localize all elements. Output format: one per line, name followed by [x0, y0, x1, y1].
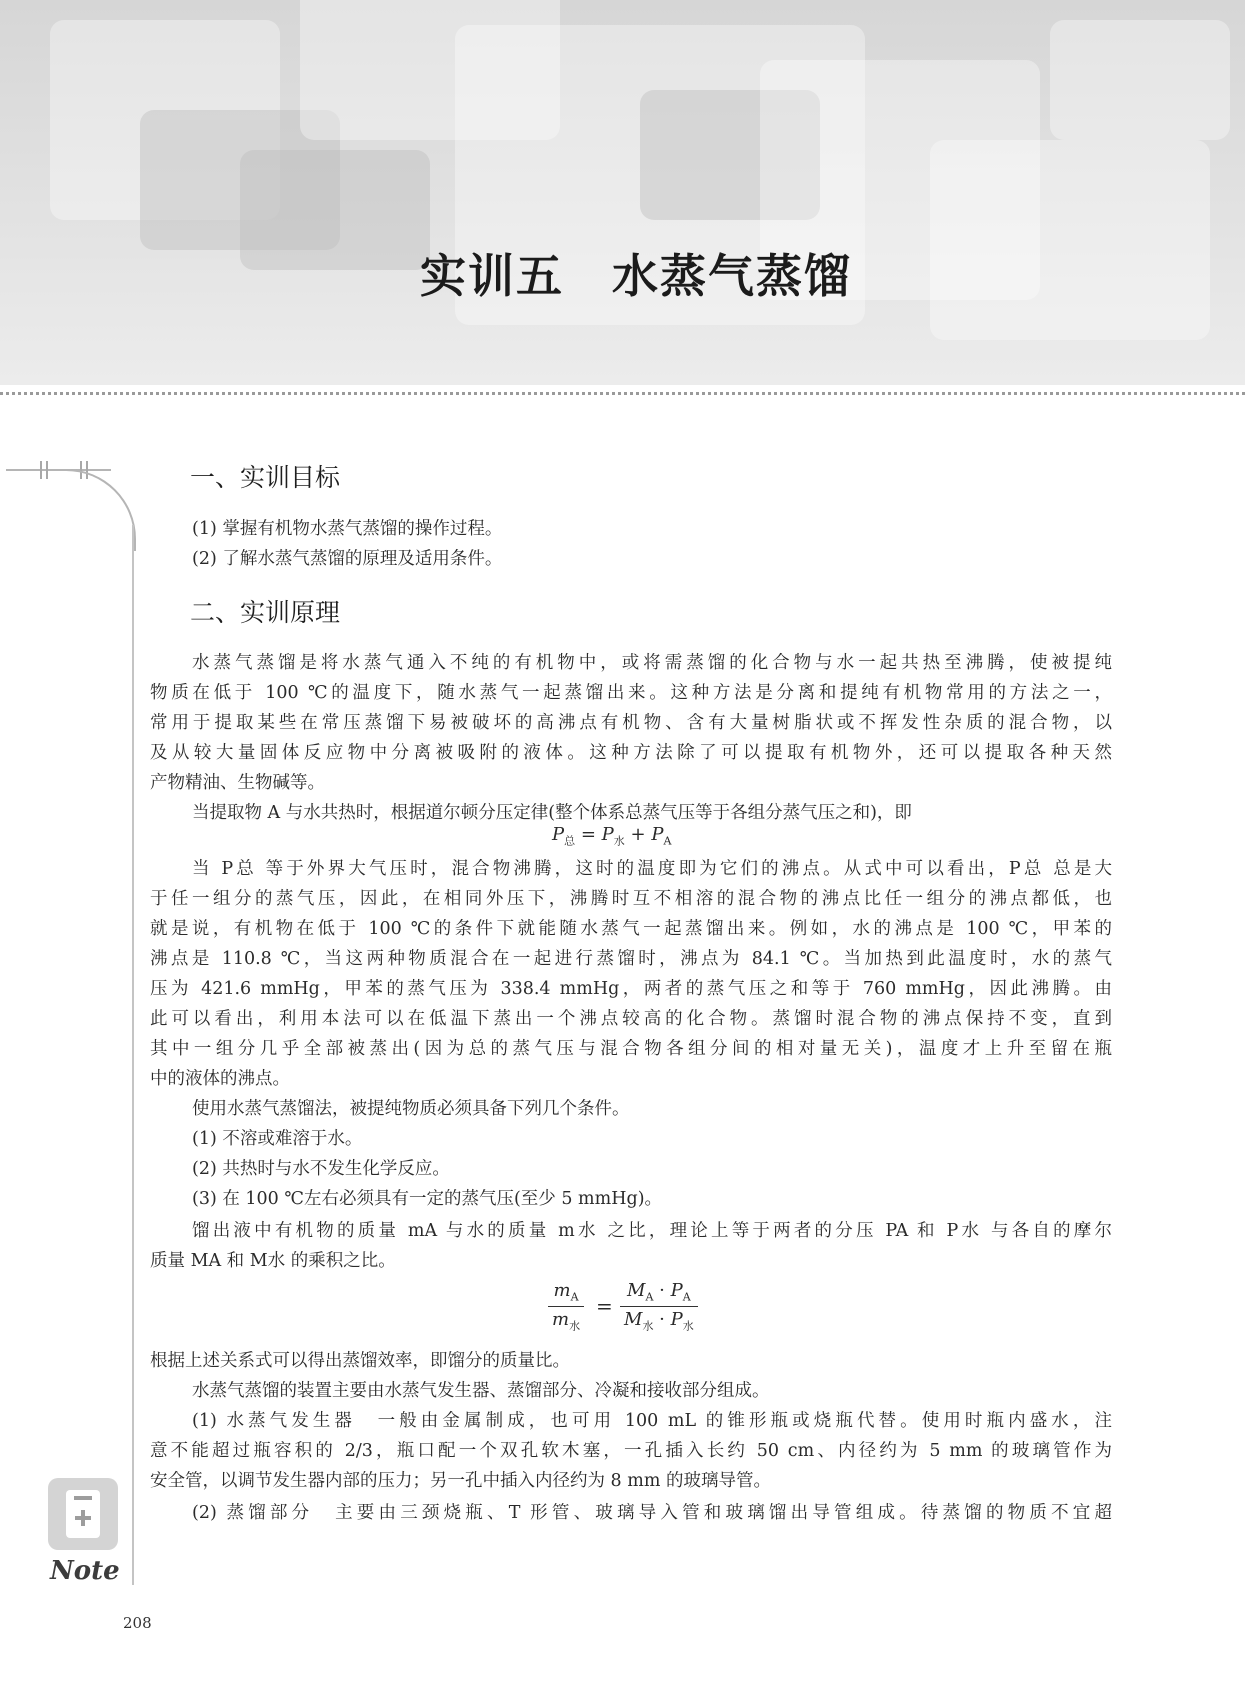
banner-decor-rect	[930, 140, 1210, 340]
paragraph-line: 其中一组分几乎全部被蒸出(因为总的蒸气压与混合物各组分间的相对量无关)，温度才上升至留在瓶	[150, 1039, 1112, 1059]
formula-subscript: 总	[564, 834, 576, 848]
section-heading-principle: 二、实训原理	[190, 598, 341, 627]
paragraph-line: 水蒸气蒸馏是将水蒸气通入不纯的有机物中，或将需蒸馏的化合物与水一起共热至沸腾，使被提纯	[192, 653, 1112, 673]
paragraph-line: 当 P总 等于外界大气压时，混合物沸腾，这时的温度即为它们的沸点。从式中可以看出，P总 总是大	[192, 859, 1112, 879]
formula-operator: =	[575, 824, 602, 845]
note-icon-cross	[81, 1510, 85, 1526]
formula-operator: ·	[653, 1280, 671, 1301]
margin-tick	[46, 461, 48, 479]
paragraph-line: 意不能超过瓶容积的 2/3，瓶口配一个双孔软木塞，一孔插入长约 50 cm、内径约为 5 mm 的玻璃管作为	[150, 1441, 1112, 1461]
formula-term: P	[670, 1308, 683, 1330]
formula-operator: =	[596, 1294, 613, 1318]
margin-rule	[6, 469, 111, 471]
formula-subscript: 水	[682, 1319, 694, 1333]
note-icon	[48, 1478, 118, 1550]
paragraph-line: 馏出液中有机物的质量 mA 与水的质量 m水 之比，理论上等于两者的分压 PA 和 P水 与各自的摩尔	[192, 1221, 1112, 1241]
objective-item: (1) 掌握有机物水蒸气蒸馏的操作过程。	[192, 519, 503, 539]
paragraph-line: (2) 蒸馏部分 主要由三颈烧瓶、T 形管、玻璃导入管和玻璃馏出导管组成。待蒸馏的物质不宜超	[192, 1503, 1112, 1523]
chapter-banner	[0, 0, 1245, 385]
banner-divider	[0, 392, 1245, 395]
condition-item: (2) 共热时与水不发生化学反应。	[192, 1159, 450, 1179]
formula-term: m	[552, 1308, 570, 1330]
paragraph-line: 根据上述关系式可以得出蒸馏效率，即馏分的质量比。	[150, 1351, 570, 1371]
note-icon-bar	[74, 1496, 92, 1500]
margin-arc	[60, 469, 136, 551]
paragraph-line: 质量 MA 和 M水 的乘积之比。	[150, 1251, 396, 1271]
paragraph-line: 安全管，以调节发生器内部的压力；另一孔中插入内径约为 8 mm 的玻璃导管。	[150, 1471, 772, 1491]
paragraph-line: 压为 421.6 mmHg，甲苯的蒸气压为 338.4 mmHg，两者的蒸气压之和等于 760 mmHg，因此沸腾。由	[150, 979, 1112, 999]
formula-term: P	[552, 824, 565, 845]
formula-subscript: 水	[642, 1319, 654, 1333]
paragraph-line: 使用水蒸气蒸馏法，被提纯物质必须具备下列几个条件。	[192, 1099, 630, 1119]
paragraph-line: 产物精油、生物碱等。	[150, 773, 325, 793]
note-icon-sheet	[66, 1490, 100, 1538]
mass-ratio-fraction-left	[548, 1280, 584, 1333]
formula-term: M	[624, 1308, 643, 1330]
banner-decor-rect	[1050, 20, 1230, 140]
formula-subscript: 水	[613, 834, 625, 848]
paragraph-line: 及从较大量固体反应物中分离被吸附的液体。这种方法除了可以提取有机物外，还可以提取各种天然	[150, 743, 1112, 763]
page-number: 208	[123, 1614, 152, 1632]
paragraph-line: 中的液体的沸点。	[150, 1069, 290, 1089]
objective-item: (2) 了解水蒸气蒸馏的原理及适用条件。	[192, 549, 503, 569]
formula-term: m	[553, 1280, 571, 1301]
condition-item: (3) 在 100 ℃左右必须具有一定的蒸气压(至少 5 mmHg)。	[192, 1189, 663, 1209]
formula-operator: ·	[653, 1308, 671, 1330]
fraction-denominator	[548, 1307, 584, 1334]
margin-tick	[40, 461, 42, 479]
paragraph-line: 此可以看出，利用本法可以在低温下蒸出一个沸点较高的化合物。蒸馏时混合物的沸点保持不变，直到	[150, 1009, 1112, 1029]
chapter-title: 实训五 水蒸气蒸馏	[420, 249, 852, 303]
paragraph-line: 就是说，有机物在低于 100 ℃的条件下就能随水蒸气一起蒸馏出来。例如，水的沸点是 100 ℃，甲苯的	[150, 919, 1112, 939]
formula-subscript: A	[645, 1290, 654, 1304]
note-label: Note	[50, 1556, 120, 1586]
formula-subscript: A	[682, 1290, 691, 1304]
fraction-numerator	[548, 1280, 584, 1307]
condition-item: (1) 不溶或难溶于水。	[192, 1129, 363, 1149]
banner-decor-rect	[240, 150, 430, 270]
paragraph-line: 于任一组分的蒸气压，因此，在相同外压下，沸腾时互不相溶的混合物的沸点比任一组分的沸点都低，也	[150, 889, 1112, 909]
mass-ratio-fraction-right	[620, 1280, 698, 1333]
fraction-numerator	[620, 1280, 698, 1307]
paragraph-line: 沸点是 110.8 ℃，当这两种物质混合在一起进行蒸馏时，沸点为 84.1 ℃。当加热到此温度时，水的蒸气	[150, 949, 1112, 969]
paragraph-line: (1) 水蒸气发生器 一般由金属制成，也可用 100 mL 的锥形瓶或烧瓶代替。使用时瓶内盛水，注	[192, 1411, 1112, 1431]
formula-term: P	[651, 824, 664, 845]
formula-term: P	[670, 1280, 683, 1301]
section-heading-objectives: 一、实训目标	[190, 463, 341, 492]
formula-operator: +	[624, 824, 652, 845]
formula-subscript: A	[663, 834, 672, 848]
paragraph-line: 物质在低于 100 ℃的温度下，随水蒸气一起蒸馏出来。这种方法是分离和提纯有机物常用的方法之一，	[150, 683, 1112, 703]
paragraph-line: 当提取物 A 与水共热时，根据道尔顿分压定律(整个体系总蒸气压等于各组分蒸气压之和)，即	[192, 803, 912, 823]
formula-term: P	[601, 824, 614, 845]
paragraph-line: 常用于提取某些在常压蒸馏下易被破坏的高沸点有机物、含有大量树脂状或不挥发性杂质的混合物，以	[150, 713, 1112, 733]
formula-subscript: A	[570, 1290, 579, 1304]
margin-decoration	[0, 455, 150, 1605]
formula-term: M	[627, 1280, 646, 1301]
margin-vertical-rule	[132, 525, 134, 1585]
paragraph-line: 水蒸气蒸馏的装置主要由水蒸气发生器、蒸馏部分、冷凝和接收部分组成。	[192, 1381, 770, 1401]
dalton-formula	[552, 824, 671, 849]
formula-subscript: 水	[569, 1319, 581, 1333]
fraction-denominator	[620, 1307, 698, 1334]
